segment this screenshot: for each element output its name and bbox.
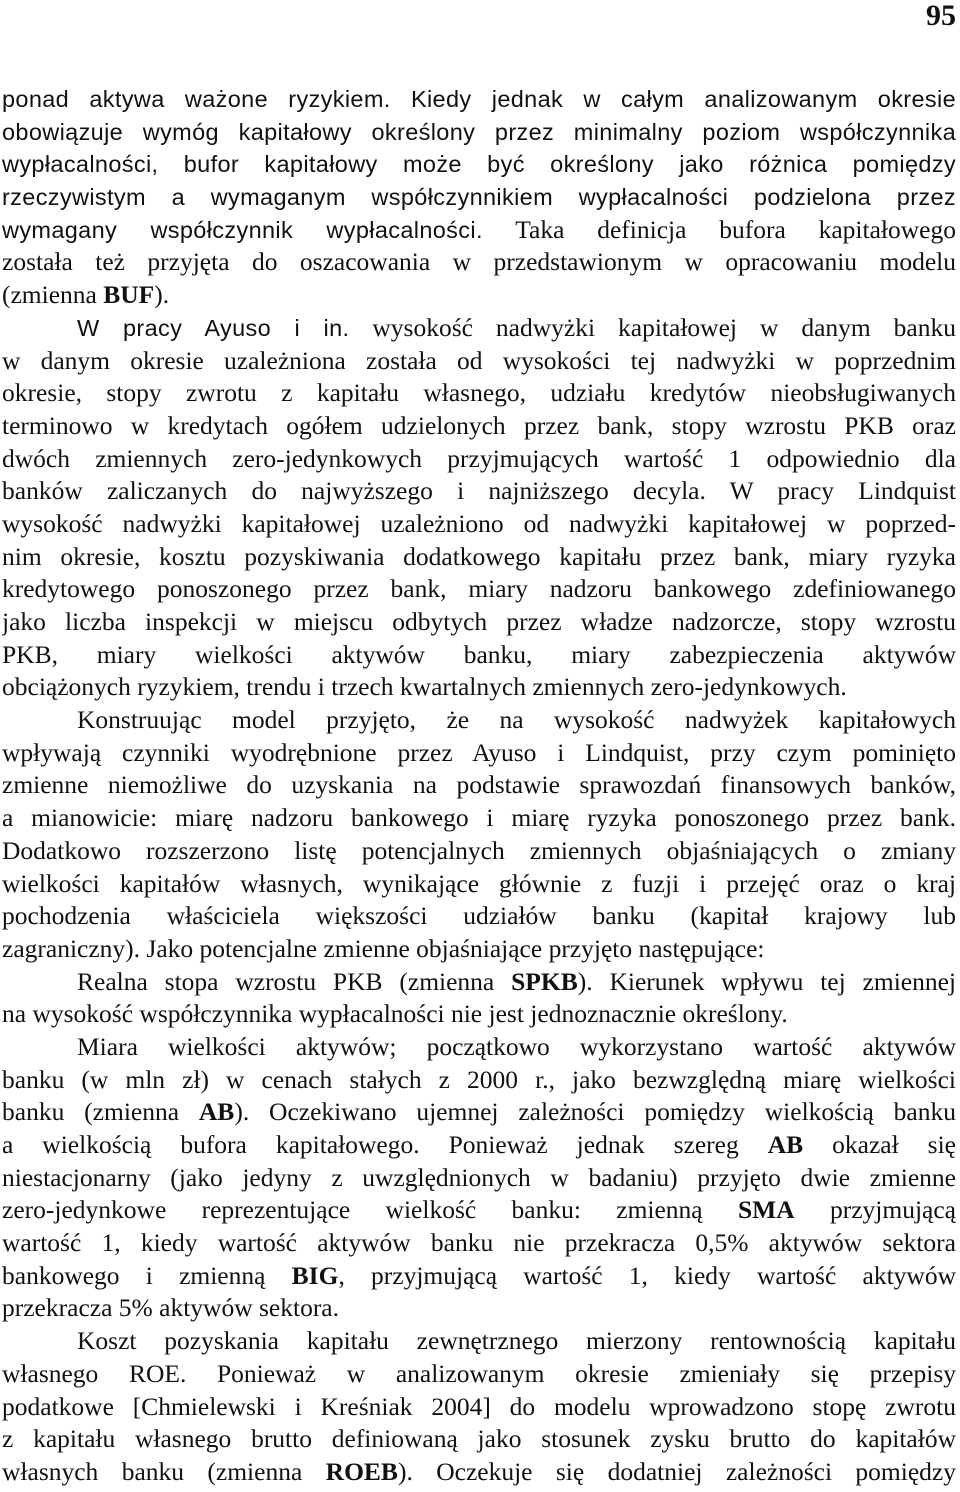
text-line: jako liczba inspekcji w miejscu odbytych przez władze nadzorcze, stopy wzrostu bbox=[2, 607, 956, 636]
text-line bbox=[2, 279, 956, 312]
text-line: wielkości kapitałów własnych, wynikające głównie z fuzji i przejęć oraz o kraj bbox=[2, 868, 956, 898]
text-segment: przyjmującą bbox=[794, 1195, 956, 1225]
text-segment: Realna stopa wzrostu PKB (zmienna bbox=[77, 966, 512, 996]
text-line: została też przyjęta do oszacowania w przedstawionym w opracowaniu modelu bbox=[2, 247, 956, 277]
text-line bbox=[2, 1194, 956, 1227]
text-segment: wymagany współczynnik wypłacalności. bbox=[2, 216, 483, 243]
text-segment: W pracy Ayuso i in. bbox=[77, 314, 350, 341]
text-line: na wysokość współczynnika wypłacalności nie jest jednoznacznie określony. bbox=[2, 999, 788, 1029]
text-line: podatkowe [Chmielewski i Kreśniak 2004] do modelu wprowadzono stopę zwrotu bbox=[2, 1391, 956, 1421]
text-line: w danym okresie uzależniona została od wysokości tej nadwyżki w poprzednim bbox=[2, 345, 956, 375]
document-body bbox=[2, 83, 956, 1489]
text-segment: wysokość nadwyżki kapitałowej w danym banku bbox=[349, 312, 956, 342]
page-number: 95 bbox=[926, 0, 956, 32]
text-segment: ). Oczekiwano ujemnej zależności pomiędzy wielkością banku bbox=[234, 1097, 956, 1127]
text-segment: Taka definicja bufora kapitałowego bbox=[482, 214, 956, 244]
text-segment: banku (zmienna bbox=[2, 1097, 199, 1127]
text-segment: , przyjmującą wartość 1, kiedy wartość aktywów bbox=[338, 1260, 956, 1290]
text-segment: ). bbox=[154, 280, 170, 310]
text-segment: własnych banku (zmienna bbox=[2, 1456, 326, 1486]
text-segment: okazał się bbox=[803, 1130, 956, 1159]
text-line: obowiązuje wymóg kapitałowy określony przez minimalny poziom współczynnika bbox=[2, 118, 956, 145]
text-line: z kapitału własnego brutto definiowaną jako stosunek zysku brutto do kapitałów bbox=[2, 1424, 956, 1454]
text-line bbox=[2, 312, 956, 345]
text-line bbox=[2, 1456, 956, 1489]
text-segment: zero-jedynkowe reprezentujące wielkość banku: zmienną bbox=[2, 1195, 738, 1225]
variable-name: SMA bbox=[737, 1195, 795, 1225]
text-line: pochodzenia właściciela większości udziałów banku (kapitał krajowy lub bbox=[2, 901, 956, 931]
text-segment: (zmienna bbox=[2, 280, 104, 310]
text-line: wypłacalności, bufor kapitałowy może być określony jako różnica pomiędzy bbox=[2, 151, 956, 178]
text-line: terminowo w kredytach ogółem udzielonych przez bank, stopy wzrostu PKB oraz bbox=[2, 410, 956, 440]
text-line bbox=[2, 966, 956, 999]
text-line: banku (w mln zł) w cenach stałych z 2000 r., jako bezwzględną miarę wielkości bbox=[2, 1064, 956, 1094]
text-segment: ). Kierunek wpływu tej zmiennej bbox=[577, 966, 956, 996]
text-line: dwóch zmiennych zero-jedynkowych przyjmujących wartość 1 odpowiednio dla bbox=[2, 443, 956, 473]
variable-name: AB bbox=[767, 1130, 804, 1159]
text-line: okresie, stopy zwrotu z kapitału własnego, udziału kredytów nieobsługiwanych bbox=[2, 378, 956, 408]
variable-name: BIG bbox=[291, 1260, 339, 1290]
text-line: Konstruując model przyjęto, że na wysokość nadwyżek kapitałowych bbox=[77, 705, 956, 735]
variable-name: BUF bbox=[103, 280, 155, 310]
text-line: nim okresie, kosztu pozyskiwania dodatkowego kapitału przez bank, miary ryzyka bbox=[2, 541, 956, 571]
text-line: PKB, miary wielkości aktywów banku, miary zabezpieczenia aktywów bbox=[2, 639, 956, 669]
text-line: ponad aktywa ważone ryzykiem. Kiedy jednak w całym analizowanym okresie bbox=[2, 86, 956, 112]
text-line: niestacjonarny (jako jedyny z uwzględnionych w badaniu) przyjęto dwie zmienne bbox=[2, 1162, 956, 1192]
text-line: wartość 1, kiedy wartość aktywów banku nie przekracza 0,5% aktywów sektora bbox=[2, 1228, 956, 1258]
text-line: banków zaliczanych do najwyższego i najniższego decyla. W pracy Lindquist bbox=[2, 476, 956, 506]
text-segment: ). Oczekuje się dodatniej zależności pomiędzy bbox=[397, 1456, 956, 1486]
variable-name: SPKB bbox=[511, 966, 578, 996]
text-line: Dodatkowo rozszerzono listę potencjalnych zmiennych objaśniających o zmiany bbox=[2, 835, 956, 865]
text-line: rzeczywistym a wymaganym współczynnikiem wypłacalności podzielona przez bbox=[2, 184, 956, 211]
text-line bbox=[2, 1129, 956, 1162]
text-line: wysokość nadwyżki kapitałowej uzależniono od nadwyżki kapitałowej w poprzed- bbox=[2, 508, 956, 538]
text-segment: bankowego i zmienną bbox=[2, 1260, 292, 1290]
text-line: wpływają czynniki wyodrębnione przez Ayuso i Lindquist, przy czym pominięto bbox=[2, 737, 956, 767]
variable-name: ROEB bbox=[325, 1456, 398, 1486]
text-line: zmienne niemożliwe do uzyskania na podstawie sprawozdań finansowych banków, bbox=[2, 770, 956, 800]
text-line bbox=[2, 214, 956, 247]
text-line: własnego ROE. Ponieważ w analizowanym okresie zmieniały się przepisy bbox=[2, 1358, 956, 1388]
text-line bbox=[2, 1096, 956, 1129]
variable-name: AB bbox=[198, 1097, 235, 1127]
text-line: przekracza 5% aktywów sektora. bbox=[2, 1293, 340, 1323]
text-line: Koszt pozyskania kapitału zewnętrznego mierzony rentownością kapitału bbox=[77, 1326, 956, 1356]
text-line: kredytowego ponoszonego przez bank, miary nadzoru bankowego zdefiniowanego bbox=[2, 574, 956, 604]
text-line: zagraniczny). Jako potencjalne zmienne objaśniające przyjęto następujące: bbox=[2, 933, 765, 963]
text-line bbox=[2, 1260, 956, 1293]
text-line: a mianowicie: miarę nadzoru bankowego i miarę ryzyka ponoszonego przez bank. bbox=[2, 803, 956, 833]
text-line: obciążonych ryzykiem, trendu i trzech kwartalnych zmiennych zero-jedynkowych. bbox=[2, 672, 847, 702]
text-line: Miara wielkości aktywów; początkowo wykorzystano wartość aktywów bbox=[77, 1031, 956, 1061]
text-segment: a wielkością bufora kapitałowego. Ponieważ jednak szereg bbox=[2, 1130, 768, 1159]
